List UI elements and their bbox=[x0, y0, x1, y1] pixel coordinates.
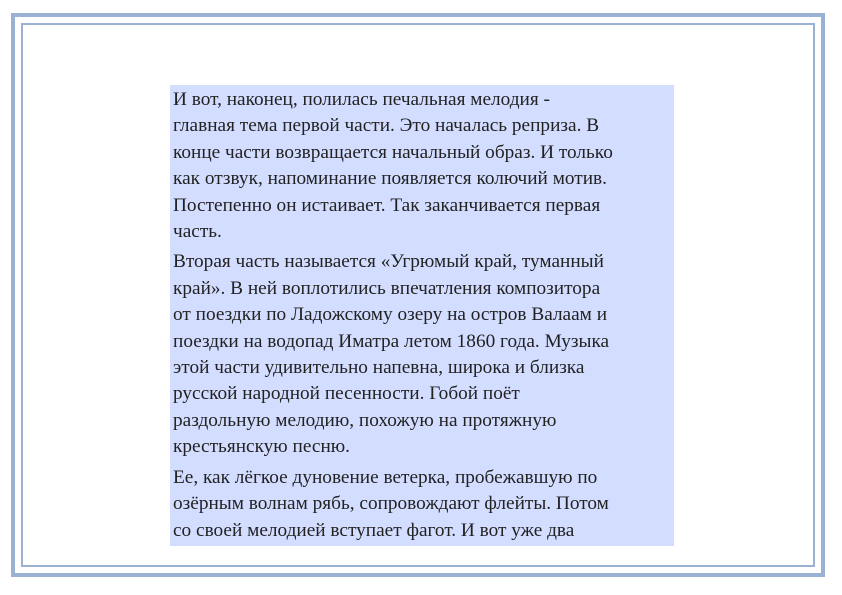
text-box bbox=[170, 85, 674, 546]
paragraph-flutes-and-bassoon: Ее, как лёгкое дуновение ветерка, пробежавшую по озёрным волнам рябь, сопровождают флейты. Потом со своей мелодией вступает фагот. И вот уже два bbox=[173, 466, 609, 541]
paragraph-second-part: Вторая часть называется «Угрюмый край, туманный край». В ней воплотились впечатления композитора от поездки по Ладожскому озеру на остров Валаам и поездки на водопад Иматра летом 1860 года. Музыка этой части удивительно напевна, широка и близка русской народной песенности. Гобой поёт раздольную мелодию, похожую на протяжную крестьянскую песню. bbox=[173, 251, 610, 458]
paragraph-first-part-ending: И вот, наконец, полилась печальная мелодия - главная тема первой части. Это началась реприза. В конце части возвращается начальный образ. И только как отзвук, напоминание появляется колючий мотив. Постепенно он истаивает. Так заканчивается первая часть. bbox=[173, 89, 613, 243]
